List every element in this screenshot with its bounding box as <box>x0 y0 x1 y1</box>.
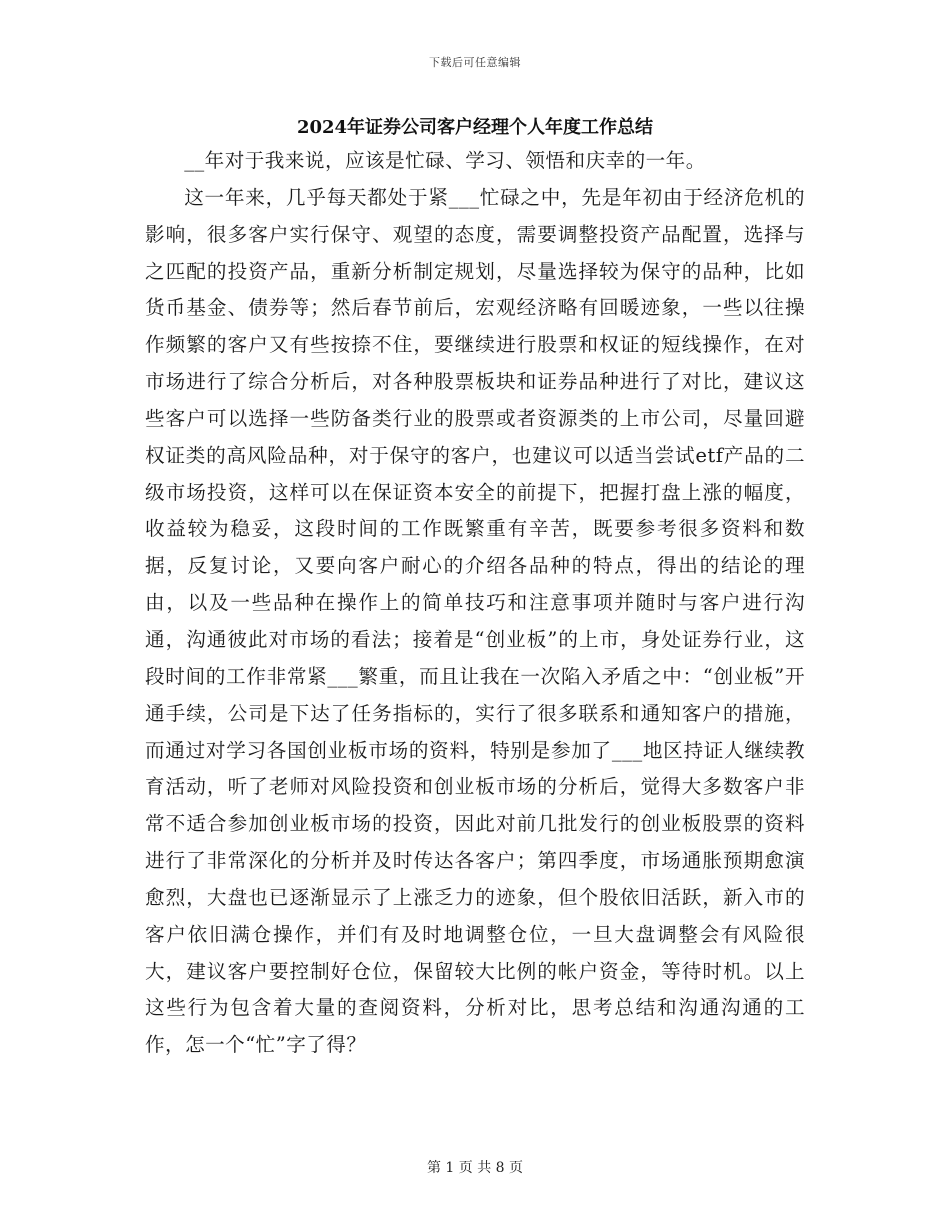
paragraph-2: 这一年来，几乎每天都处于紧___忙碌之中，先是年初由于经济危机的影响，很多客户实行保守、观望的态度，需要调整投资产品配置，选择与之匹配的投资产品，重新分析制定规划，尽量选择较为保守的品种，比如货币基金、债券等；然后春节前后，宏观经济略有回暖迹象，一些以往操作频繁的客户又有些按捺不住，要继续进行股票和权证的短线操作，在对市场进行了综合分析后，对各种股票板块和证券品种进行了对比，建议这些客户可以选择一些防备类行业的股票或者资源类的上市公司，尽量回避权证类的高风险品种，对于保守的客户，也建议可以适当尝试etf产品的二级市场投资，这样可以在保证资本安全的前提下，把握打盘上涨的幅度，收益较为稳妥，这段时间的工作既繁重有辛苦，既要参考很多资料和数据，反复讨论，又要向客户耐心的介绍各品种的特点，得出的结论的理由，以及一些品种在操作上的简单技巧和注意事项并随时与客户进行沟通，沟通彼此对市场的看法；接着是“创业板”的上市，身处证券行业，这段时间的工作非常紧___繁重，而且让我在一次陷入矛盾之中：“创业板”开通手续，公司是下达了任务指标的，实行了很多联系和通知客户的措施，而通过对学习各国创业板市场的资料，特别是参加了___地区持证人继续教育活动，听了老师对风险投资和创业板市场的分析后，觉得大多数客户非常不适合参加创业板市场的投资，因此对前几批发行的创业板股票的资料进行了非常深化的分析并及时传达各客户；第四季度，市场通胀预期愈演愈烈，大盘也已逐渐显示了上涨乏力的迹象，但个股依旧活跃，新入市的客户依旧满仓操作，并们有及时地调整仓位，一旦大盘调整会有风险很大，建议客户要控制好仓位，保留较大比例的帐户资金，等待时机。以上这些行为包含着大量的查阅资料，分析对比，思考总结和沟通沟通的工作，怎一个“忙”字了得？ <box>145 185 805 1057</box>
page-header-note: 下载后可任意编辑 <box>429 56 521 69</box>
document-body <box>145 143 805 1064</box>
document-title: 2024年证券公司客户经理个人年度工作总结 <box>296 117 654 138</box>
page-number-footer: 第 1 页 共 8 页 <box>426 1160 524 1176</box>
paragraph-1: __年对于我来说，应该是忙碌、学习、领悟和庆幸的一年。 <box>184 149 706 172</box>
